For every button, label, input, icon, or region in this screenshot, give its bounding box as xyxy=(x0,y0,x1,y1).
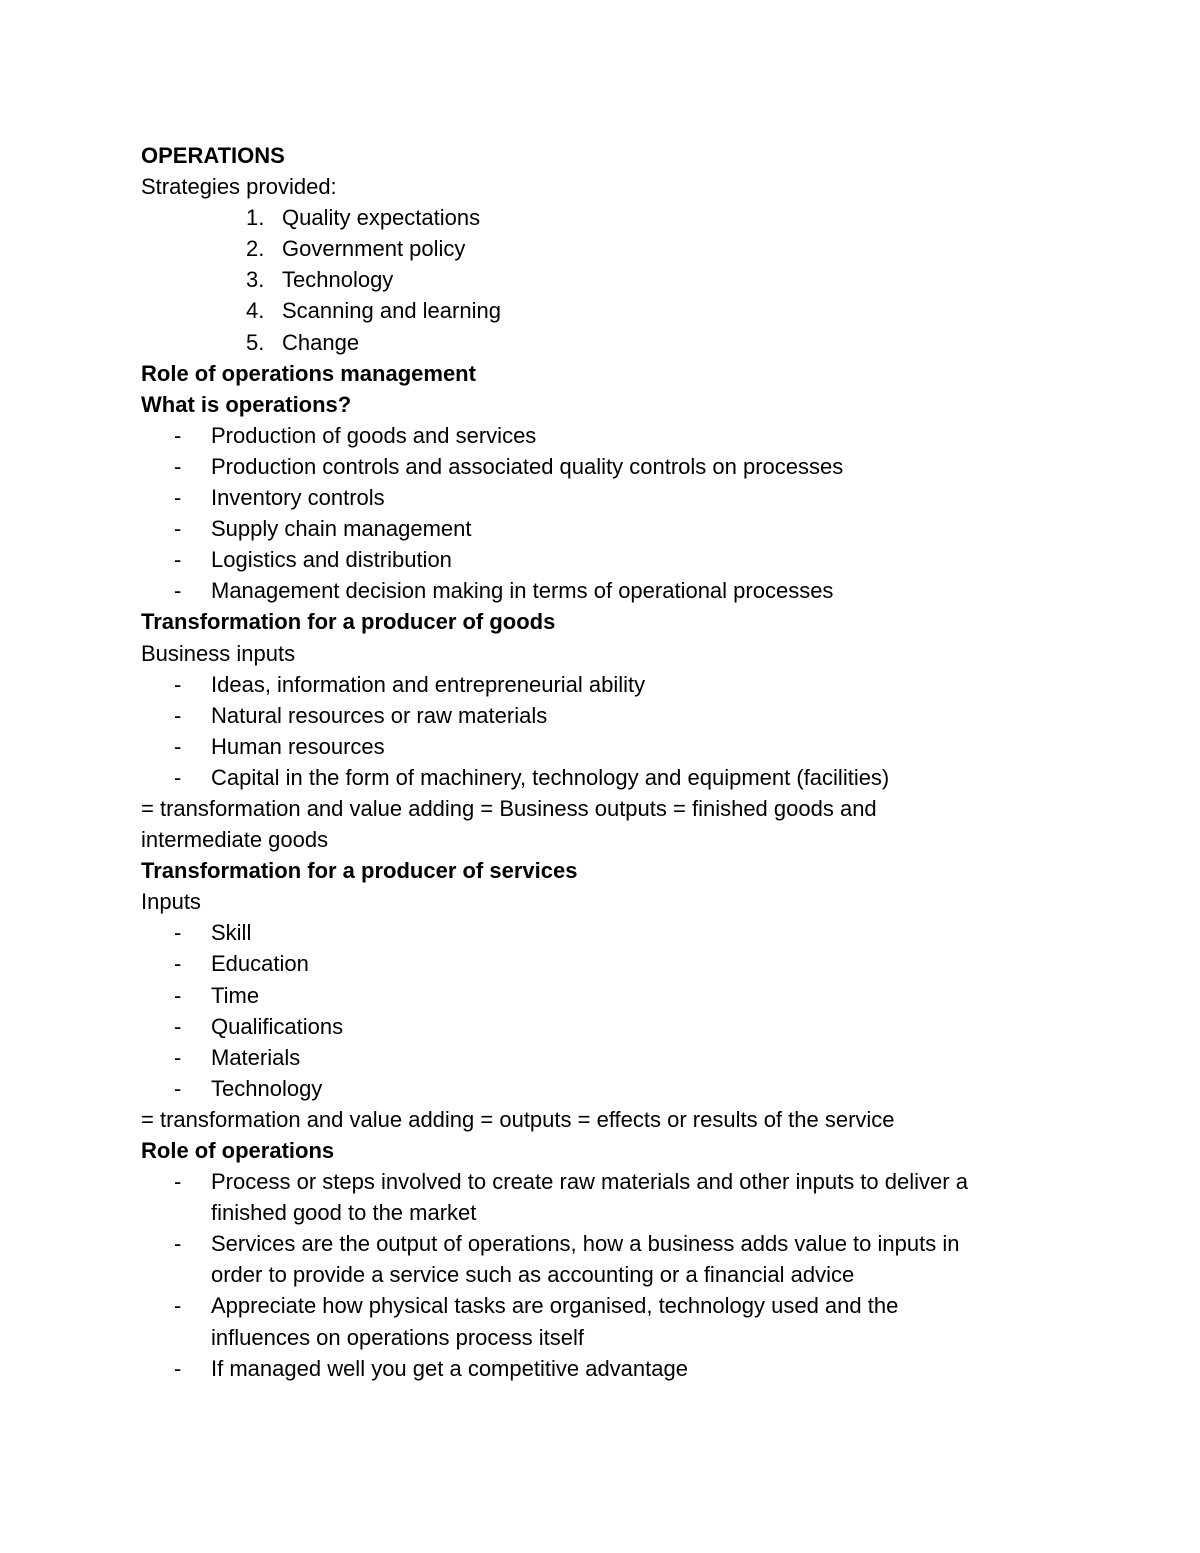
list-item xyxy=(141,762,1041,793)
section-heading-services: Transformation for a producer of services xyxy=(141,858,578,884)
goods-inputs-label: Business inputs xyxy=(141,640,296,666)
list-item-text: Natural resources or raw materials xyxy=(211,702,548,728)
list-number: 5. xyxy=(246,329,265,355)
list-item-text: Inventory controls xyxy=(211,485,385,511)
list-item xyxy=(141,669,1041,700)
dash-bullet: - xyxy=(174,733,182,759)
list-item-text: Quality expectations xyxy=(282,205,481,231)
list-item-text: Capital in the form of machinery, technology and equipment (facilities) xyxy=(211,764,890,790)
operations-list xyxy=(141,420,1041,607)
dash-bullet: - xyxy=(174,764,182,790)
list-item xyxy=(141,980,1041,1011)
list-item xyxy=(141,295,1041,326)
dash-bullet: - xyxy=(174,516,182,542)
list-item xyxy=(141,264,1041,295)
list-item-text: Supply chain management xyxy=(211,516,472,542)
list-item xyxy=(141,948,1041,979)
list-number: 4. xyxy=(246,298,265,324)
section-heading-role-ops: Role of operations xyxy=(141,1138,335,1163)
list-item-text: Time xyxy=(211,982,260,1008)
page-title: OPERATIONS xyxy=(141,143,285,168)
dash-bullet: - xyxy=(174,1013,182,1039)
dash-bullet: - xyxy=(174,1075,182,1101)
dash-bullet: - xyxy=(174,920,182,946)
list-item xyxy=(141,451,1041,482)
dash-bullet: - xyxy=(174,1044,182,1070)
strategies-list xyxy=(141,202,1041,357)
dash-bullet: - xyxy=(174,702,182,728)
list-item-text: Change xyxy=(282,329,360,355)
list-item xyxy=(141,1042,1041,1073)
list-item xyxy=(141,700,1041,731)
services-summary: = transformation and value adding = outputs = effects or results of the service xyxy=(141,1106,895,1132)
dash-bullet: - xyxy=(174,951,182,977)
services-inputs-label: Inputs xyxy=(141,889,201,915)
list-item xyxy=(141,513,1041,544)
list-item xyxy=(141,482,1041,513)
goods-summary-line-2: intermediate goods xyxy=(141,827,329,853)
list-item xyxy=(141,1290,1041,1352)
dash-bullet: - xyxy=(174,578,182,604)
list-item-text-line-1: Services are the output of operations, how a business adds value to inputs in xyxy=(211,1231,960,1257)
dash-bullet: - xyxy=(174,982,182,1008)
list-item-text: Management decision making in terms of operational processes xyxy=(211,578,834,604)
list-item-text: Production controls and associated quality controls on processes xyxy=(211,453,844,479)
list-item xyxy=(141,327,1041,358)
list-item xyxy=(141,917,1041,948)
list-item-text: Skill xyxy=(211,920,252,946)
list-item xyxy=(141,544,1041,575)
list-item-text-line-1: Process or steps involved to create raw materials and other inputs to deliver a xyxy=(211,1169,968,1195)
list-item-text: Technology xyxy=(282,267,394,293)
list-number: 3. xyxy=(246,267,265,293)
dash-bullet: - xyxy=(174,1231,182,1257)
list-item xyxy=(141,1228,1041,1290)
list-item-text-line-2: influences on operations process itself xyxy=(211,1324,584,1350)
dash-bullet: - xyxy=(174,485,182,511)
list-item xyxy=(141,1166,1041,1228)
list-item xyxy=(141,202,1041,233)
list-item xyxy=(141,731,1041,762)
list-item-text: Human resources xyxy=(211,733,385,759)
list-item xyxy=(141,1353,1041,1384)
strategies-label: Strategies provided: xyxy=(141,174,337,200)
list-item xyxy=(141,575,1041,606)
list-item xyxy=(141,420,1041,451)
dash-bullet: - xyxy=(174,422,182,448)
list-item-text-line-1: If managed well you get a competitive advantage xyxy=(211,1355,688,1381)
section-heading-role-mgmt: Role of operations management xyxy=(141,360,476,386)
list-item xyxy=(141,233,1041,264)
list-item-text: Logistics and distribution xyxy=(211,547,452,573)
dash-bullet: - xyxy=(174,547,182,573)
dash-bullet: - xyxy=(174,1293,182,1319)
list-item xyxy=(141,1011,1041,1042)
document-page xyxy=(141,140,1041,1384)
list-number: 2. xyxy=(246,236,265,262)
list-item-text: Materials xyxy=(211,1044,301,1070)
list-item-text: Technology xyxy=(211,1075,323,1101)
list-item-text: Ideas, information and entrepreneurial ability xyxy=(211,671,646,697)
dash-bullet: - xyxy=(174,1355,182,1381)
list-item-text-line-1: Appreciate how physical tasks are organised, technology used and the xyxy=(211,1293,899,1319)
list-item-text-line-2: order to provide a service such as accounting or a financial advice xyxy=(211,1262,855,1288)
section-heading-goods: Transformation for a producer of goods xyxy=(141,609,556,635)
list-item xyxy=(141,1073,1041,1104)
dash-bullet: - xyxy=(174,453,182,479)
list-item-text: Government policy xyxy=(282,236,466,262)
list-number: 1. xyxy=(246,205,265,231)
services-inputs-list xyxy=(141,917,1041,1104)
role-ops-list xyxy=(141,1166,1041,1384)
list-item-text: Scanning and learning xyxy=(282,298,501,324)
list-item-text-line-2: finished good to the market xyxy=(211,1200,477,1226)
goods-inputs-list xyxy=(141,669,1041,793)
dash-bullet: - xyxy=(174,671,182,697)
section-subheading-what-is: What is operations? xyxy=(141,391,352,417)
list-item-text: Qualifications xyxy=(211,1013,344,1039)
goods-summary-line-1: = transformation and value adding = Business outputs = finished goods and xyxy=(141,795,877,821)
list-item-text: Education xyxy=(211,951,309,977)
list-item-text: Production of goods and services xyxy=(211,422,537,448)
dash-bullet: - xyxy=(174,1169,182,1195)
